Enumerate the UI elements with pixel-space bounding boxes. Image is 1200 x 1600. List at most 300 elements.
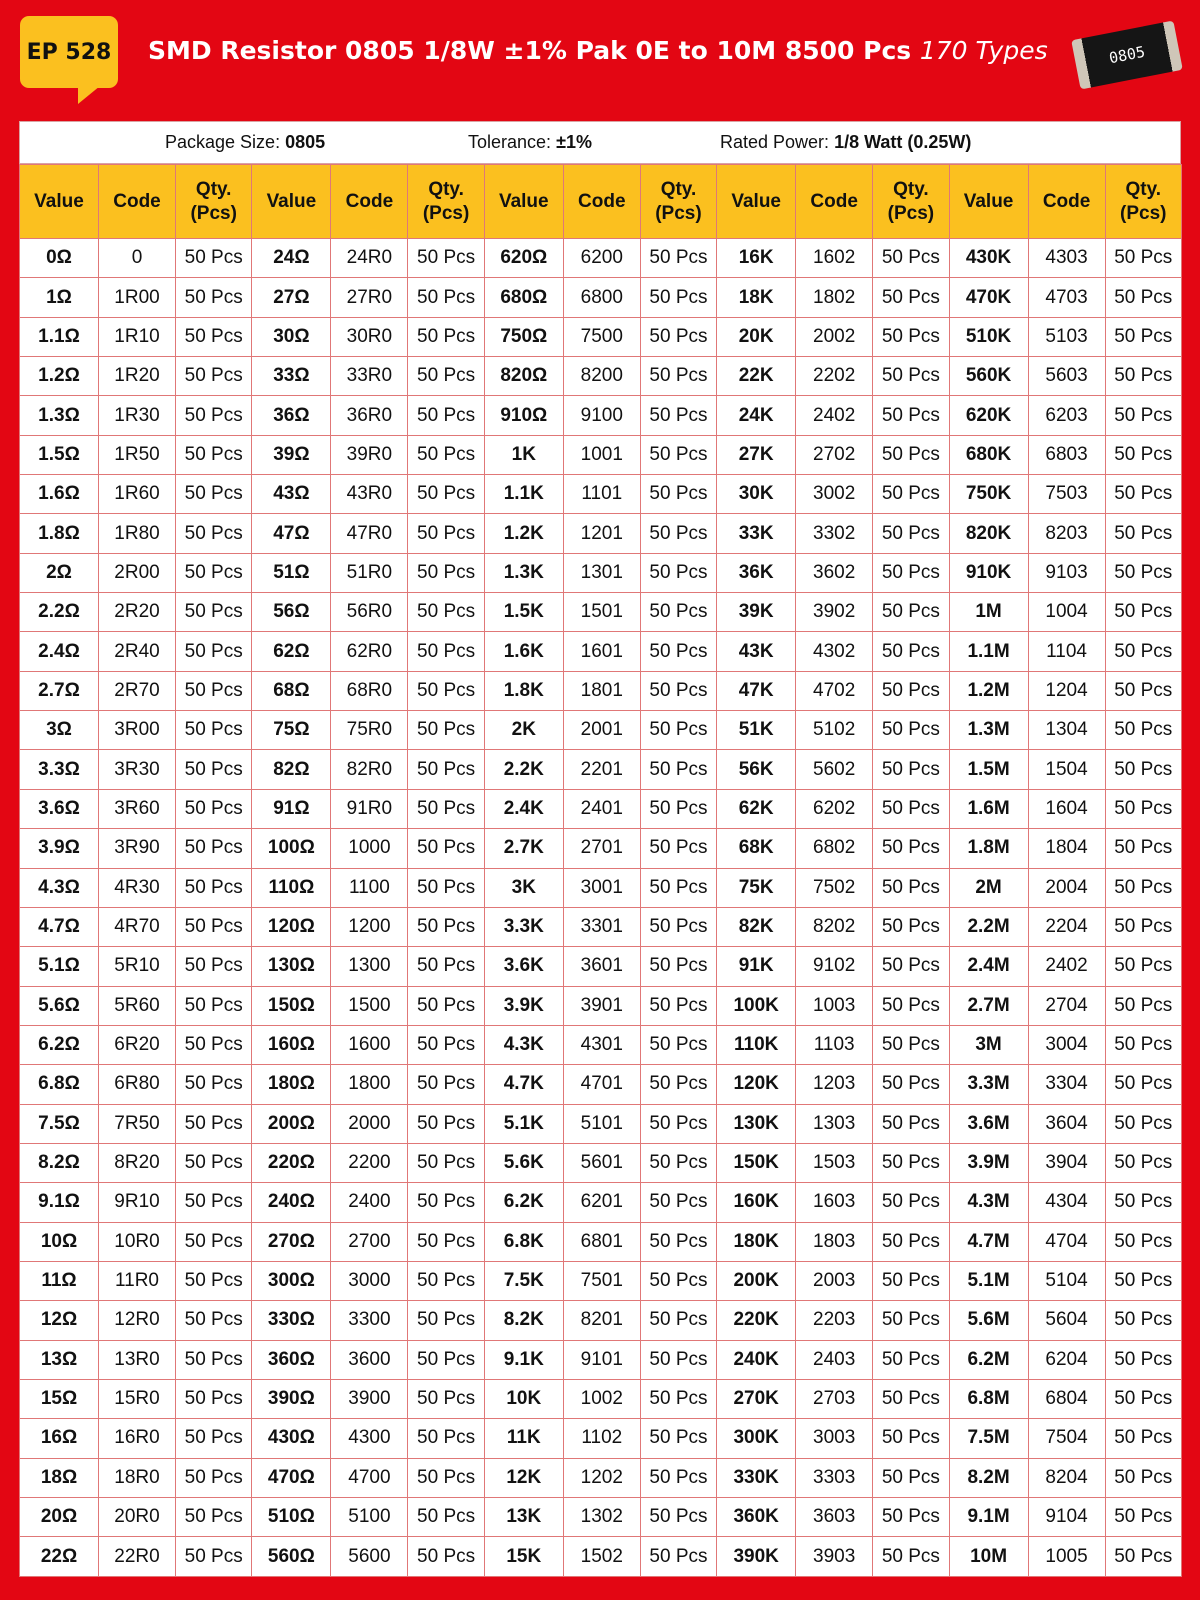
table-row	[20, 357, 1182, 396]
package-size-label: Package Size:	[165, 132, 286, 152]
qty-cell: 50 Pcs	[176, 632, 252, 671]
qty-cell: 50 Pcs	[408, 829, 484, 868]
qty-cell: 50 Pcs	[1105, 947, 1181, 986]
code-cell: 91R0	[331, 789, 408, 828]
code-cell: 7504	[1028, 1419, 1105, 1458]
code-cell: 1803	[796, 1222, 873, 1261]
code-cell: 7500	[563, 317, 640, 356]
value-cell: 9.1M	[949, 1498, 1028, 1537]
value-cell: 24Ω	[252, 239, 331, 278]
value-cell: 75K	[717, 868, 796, 907]
code-cell: 16R0	[99, 1419, 176, 1458]
code-cell: 68R0	[331, 671, 408, 710]
code-cell: 82R0	[331, 750, 408, 789]
code-cell: 12R0	[99, 1301, 176, 1340]
qty-cell: 50 Pcs	[176, 711, 252, 750]
qty-cell: 50 Pcs	[176, 553, 252, 592]
qty-cell: 50 Pcs	[1105, 396, 1181, 435]
table-row	[20, 1222, 1182, 1261]
code-cell: 6803	[1028, 435, 1105, 474]
code-cell: 1002	[563, 1379, 640, 1418]
value-cell: 6.8M	[949, 1379, 1028, 1418]
value-cell: 5.6K	[484, 1143, 563, 1182]
qty-cell: 50 Pcs	[176, 1498, 252, 1537]
qty-cell: 50 Pcs	[873, 1222, 949, 1261]
value-cell: 27K	[717, 435, 796, 474]
qty-cell: 50 Pcs	[1105, 1261, 1181, 1300]
code-cell: 6204	[1028, 1340, 1105, 1379]
qty-cell: 50 Pcs	[1105, 1222, 1181, 1261]
qty-cell: 50 Pcs	[640, 1498, 716, 1537]
code-cell: 7R50	[99, 1104, 176, 1143]
value-cell: 51Ω	[252, 553, 331, 592]
value-cell: 300Ω	[252, 1261, 331, 1300]
code-cell: 6804	[1028, 1379, 1105, 1418]
table-row	[20, 1261, 1182, 1300]
qty-cell: 50 Pcs	[640, 986, 716, 1025]
qty-cell: 50 Pcs	[1105, 514, 1181, 553]
qty-cell: 50 Pcs	[408, 750, 484, 789]
code-cell: 4301	[563, 1025, 640, 1064]
value-cell: 30Ω	[252, 317, 331, 356]
value-cell: 240Ω	[252, 1183, 331, 1222]
qty-cell: 50 Pcs	[640, 278, 716, 317]
code-cell: 1601	[563, 632, 640, 671]
code-cell: 4300	[331, 1419, 408, 1458]
qty-cell: 50 Pcs	[640, 947, 716, 986]
qty-cell: 50 Pcs	[640, 1065, 716, 1104]
value-cell: 82Ω	[252, 750, 331, 789]
code-cell: 3000	[331, 1261, 408, 1300]
qty-cell: 50 Pcs	[873, 1143, 949, 1182]
value-cell: 6.8Ω	[20, 1065, 99, 1104]
value-cell: 4.3M	[949, 1183, 1028, 1222]
table-row	[20, 947, 1182, 986]
value-cell: 6.2Ω	[20, 1025, 99, 1064]
value-cell: 33K	[717, 514, 796, 553]
value-cell: 15Ω	[20, 1379, 99, 1418]
value-cell: 39K	[717, 593, 796, 632]
value-cell: 43Ω	[252, 475, 331, 514]
value-cell: 20K	[717, 317, 796, 356]
table-row	[20, 632, 1182, 671]
value-cell: 8.2M	[949, 1458, 1028, 1497]
qty-cell: 50 Pcs	[873, 671, 949, 710]
value-cell: 27Ω	[252, 278, 331, 317]
code-cell: 43R0	[331, 475, 408, 514]
code-cell: 5600	[331, 1537, 408, 1576]
qty-cell: 50 Pcs	[176, 789, 252, 828]
value-cell: 330K	[717, 1458, 796, 1497]
value-cell: 6.8K	[484, 1222, 563, 1261]
code-cell: 8202	[796, 907, 873, 946]
column-header-qty: Qty. (Pcs)	[1105, 165, 1181, 239]
value-cell: 200Ω	[252, 1104, 331, 1143]
qty-cell: 50 Pcs	[1105, 907, 1181, 946]
code-cell: 1502	[563, 1537, 640, 1576]
code-cell: 1802	[796, 278, 873, 317]
qty-cell: 50 Pcs	[873, 1301, 949, 1340]
qty-cell: 50 Pcs	[873, 1498, 949, 1537]
qty-cell: 50 Pcs	[408, 1104, 484, 1143]
code-cell: 3600	[331, 1340, 408, 1379]
value-cell: 16K	[717, 239, 796, 278]
qty-cell: 50 Pcs	[640, 711, 716, 750]
qty-cell: 50 Pcs	[873, 593, 949, 632]
qty-cell: 50 Pcs	[176, 1537, 252, 1576]
qty-cell: 50 Pcs	[176, 239, 252, 278]
table-row	[20, 1379, 1182, 1418]
code-cell: 3602	[796, 553, 873, 592]
qty-cell: 50 Pcs	[408, 1379, 484, 1418]
value-cell: 3.9Ω	[20, 829, 99, 868]
qty-cell: 50 Pcs	[1105, 1537, 1181, 1576]
value-cell: 1.6K	[484, 632, 563, 671]
code-cell: 20R0	[99, 1498, 176, 1537]
value-cell: 6.2M	[949, 1340, 1028, 1379]
value-cell: 120K	[717, 1065, 796, 1104]
value-cell: 360Ω	[252, 1340, 331, 1379]
qty-cell: 50 Pcs	[640, 435, 716, 474]
qty-cell: 50 Pcs	[408, 1025, 484, 1064]
code-cell: 1600	[331, 1025, 408, 1064]
qty-cell: 50 Pcs	[176, 278, 252, 317]
code-cell: 8204	[1028, 1458, 1105, 1497]
qty-cell: 50 Pcs	[408, 1301, 484, 1340]
value-cell: 430Ω	[252, 1419, 331, 1458]
code-cell: 2204	[1028, 907, 1105, 946]
code-cell: 3004	[1028, 1025, 1105, 1064]
qty-cell: 50 Pcs	[408, 1537, 484, 1576]
code-cell: 3900	[331, 1379, 408, 1418]
value-cell: 5.1Ω	[20, 947, 99, 986]
qty-cell: 50 Pcs	[408, 868, 484, 907]
value-cell: 3.6K	[484, 947, 563, 986]
code-cell: 4701	[563, 1065, 640, 1104]
code-cell: 30R0	[331, 317, 408, 356]
code-cell: 1003	[796, 986, 873, 1025]
code-cell: 5101	[563, 1104, 640, 1143]
qty-cell: 50 Pcs	[408, 1183, 484, 1222]
value-cell: 1.5M	[949, 750, 1028, 789]
code-cell: 18R0	[99, 1458, 176, 1497]
code-cell: 56R0	[331, 593, 408, 632]
value-cell: 1.2M	[949, 671, 1028, 710]
code-cell: 62R0	[331, 632, 408, 671]
qty-cell: 50 Pcs	[1105, 1340, 1181, 1379]
rated-power-value: 1/8 Watt (0.25W)	[834, 132, 972, 152]
qty-cell: 50 Pcs	[873, 1261, 949, 1300]
value-cell: 7.5K	[484, 1261, 563, 1300]
value-cell: 36Ω	[252, 396, 331, 435]
code-cell: 1101	[563, 475, 640, 514]
value-cell: 1.2K	[484, 514, 563, 553]
code-cell: 1501	[563, 593, 640, 632]
qty-cell: 50 Pcs	[640, 1104, 716, 1143]
qty-cell: 50 Pcs	[408, 278, 484, 317]
value-cell: 130Ω	[252, 947, 331, 986]
column-header-code: Code	[99, 165, 176, 239]
table-row	[20, 907, 1182, 946]
qty-cell: 50 Pcs	[176, 1065, 252, 1104]
qty-cell: 50 Pcs	[1105, 829, 1181, 868]
code-cell: 1301	[563, 553, 640, 592]
value-cell: 6.2K	[484, 1183, 563, 1222]
qty-cell: 50 Pcs	[1105, 435, 1181, 474]
value-cell: 68K	[717, 829, 796, 868]
qty-cell: 50 Pcs	[176, 1183, 252, 1222]
qty-cell: 50 Pcs	[408, 514, 484, 553]
value-cell: 4.7K	[484, 1065, 563, 1104]
code-cell: 1500	[331, 986, 408, 1025]
qty-cell: 50 Pcs	[873, 750, 949, 789]
code-cell: 3R30	[99, 750, 176, 789]
qty-cell: 50 Pcs	[408, 632, 484, 671]
qty-cell: 50 Pcs	[1105, 1379, 1181, 1418]
table-row	[20, 789, 1182, 828]
qty-cell: 50 Pcs	[408, 1498, 484, 1537]
code-cell: 3304	[1028, 1065, 1105, 1104]
code-cell: 8201	[563, 1301, 640, 1340]
qty-cell: 50 Pcs	[408, 1261, 484, 1300]
qty-cell: 50 Pcs	[1105, 1065, 1181, 1104]
value-cell: 1.6M	[949, 789, 1028, 828]
qty-cell: 50 Pcs	[176, 947, 252, 986]
code-cell: 2703	[796, 1379, 873, 1418]
qty-cell: 50 Pcs	[873, 239, 949, 278]
code-cell: 3003	[796, 1419, 873, 1458]
code-cell: 5102	[796, 711, 873, 750]
value-cell: 510Ω	[252, 1498, 331, 1537]
qty-cell: 50 Pcs	[176, 1104, 252, 1143]
table-row	[20, 829, 1182, 868]
qty-cell: 50 Pcs	[640, 1261, 716, 1300]
qty-cell: 50 Pcs	[408, 1222, 484, 1261]
code-cell: 1R80	[99, 514, 176, 553]
qty-cell: 50 Pcs	[1105, 357, 1181, 396]
qty-cell: 50 Pcs	[640, 1379, 716, 1418]
code-cell: 27R0	[331, 278, 408, 317]
qty-cell: 50 Pcs	[1105, 1025, 1181, 1064]
qty-cell: 50 Pcs	[408, 475, 484, 514]
value-cell: 820Ω	[484, 357, 563, 396]
info-bar	[19, 121, 1181, 164]
table-row	[20, 1183, 1182, 1222]
value-cell: 4.3Ω	[20, 868, 99, 907]
value-cell: 2.2M	[949, 907, 1028, 946]
qty-cell: 50 Pcs	[873, 278, 949, 317]
code-cell: 1100	[331, 868, 408, 907]
value-cell: 200K	[717, 1261, 796, 1300]
value-cell: 20Ω	[20, 1498, 99, 1537]
value-cell: 1.5Ω	[20, 435, 99, 474]
qty-cell: 50 Pcs	[873, 475, 949, 514]
package-size-info	[165, 132, 325, 153]
code-cell: 2001	[563, 711, 640, 750]
qty-cell: 50 Pcs	[873, 868, 949, 907]
code-cell: 1504	[1028, 750, 1105, 789]
value-cell: 10K	[484, 1379, 563, 1418]
qty-cell: 50 Pcs	[640, 1537, 716, 1576]
value-cell: 1K	[484, 435, 563, 474]
code-cell: 2402	[1028, 947, 1105, 986]
value-cell: 220Ω	[252, 1143, 331, 1182]
value-cell: 5.6M	[949, 1301, 1028, 1340]
code-cell: 1R50	[99, 435, 176, 474]
table-row	[20, 396, 1182, 435]
qty-cell: 50 Pcs	[408, 553, 484, 592]
qty-cell: 50 Pcs	[873, 789, 949, 828]
value-cell: 680Ω	[484, 278, 563, 317]
value-cell: 36K	[717, 553, 796, 592]
code-cell: 1R20	[99, 357, 176, 396]
value-cell: 2Ω	[20, 553, 99, 592]
code-cell: 2R20	[99, 593, 176, 632]
qty-cell: 50 Pcs	[873, 1104, 949, 1143]
code-cell: 3901	[563, 986, 640, 1025]
code-cell: 1804	[1028, 829, 1105, 868]
qty-cell: 50 Pcs	[176, 1340, 252, 1379]
value-cell: 16Ω	[20, 1419, 99, 1458]
value-cell: 1.1M	[949, 632, 1028, 671]
qty-cell: 50 Pcs	[640, 396, 716, 435]
title-types: 170 Types	[919, 36, 1048, 65]
code-cell: 9103	[1028, 553, 1105, 592]
value-cell: 270K	[717, 1379, 796, 1418]
qty-cell: 50 Pcs	[1105, 1104, 1181, 1143]
value-cell: 820K	[949, 514, 1028, 553]
code-cell: 3903	[796, 1537, 873, 1576]
qty-cell: 50 Pcs	[640, 475, 716, 514]
value-cell: 110Ω	[252, 868, 331, 907]
value-cell: 2.2Ω	[20, 593, 99, 632]
qty-cell: 50 Pcs	[176, 396, 252, 435]
code-cell: 1R60	[99, 475, 176, 514]
qty-cell: 50 Pcs	[640, 789, 716, 828]
code-cell: 3604	[1028, 1104, 1105, 1143]
qty-cell: 50 Pcs	[873, 1458, 949, 1497]
qty-cell: 50 Pcs	[176, 1379, 252, 1418]
code-cell: 6203	[1028, 396, 1105, 435]
qty-cell: 50 Pcs	[873, 711, 949, 750]
value-cell: 4.7M	[949, 1222, 1028, 1261]
qty-cell: 50 Pcs	[1105, 1419, 1181, 1458]
code-cell: 6801	[563, 1222, 640, 1261]
table-row	[20, 711, 1182, 750]
value-cell: 3K	[484, 868, 563, 907]
code-cell: 1R10	[99, 317, 176, 356]
qty-cell: 50 Pcs	[873, 435, 949, 474]
qty-cell: 50 Pcs	[176, 1419, 252, 1458]
qty-cell: 50 Pcs	[1105, 1458, 1181, 1497]
table-row	[20, 278, 1182, 317]
code-cell: 7501	[563, 1261, 640, 1300]
code-cell: 9102	[796, 947, 873, 986]
qty-cell: 50 Pcs	[176, 593, 252, 632]
code-cell: 8200	[563, 357, 640, 396]
value-cell: 33Ω	[252, 357, 331, 396]
qty-cell: 50 Pcs	[640, 829, 716, 868]
value-cell: 2.4M	[949, 947, 1028, 986]
code-cell: 6R20	[99, 1025, 176, 1064]
value-cell: 1M	[949, 593, 1028, 632]
code-cell: 4302	[796, 632, 873, 671]
value-cell: 7.5Ω	[20, 1104, 99, 1143]
code-cell: 24R0	[331, 239, 408, 278]
column-header-qty: Qty. (Pcs)	[408, 165, 484, 239]
column-header-value: Value	[252, 165, 331, 239]
code-cell: 1303	[796, 1104, 873, 1143]
table-row	[20, 1419, 1182, 1458]
table-row	[20, 435, 1182, 474]
code-cell: 0	[99, 239, 176, 278]
qty-cell: 50 Pcs	[1105, 239, 1181, 278]
qty-cell: 50 Pcs	[1105, 1498, 1181, 1537]
qty-cell: 50 Pcs	[408, 593, 484, 632]
qty-cell: 50 Pcs	[640, 357, 716, 396]
qty-cell: 50 Pcs	[640, 514, 716, 553]
qty-cell: 50 Pcs	[873, 947, 949, 986]
code-cell: 1200	[331, 907, 408, 946]
value-cell: 12Ω	[20, 1301, 99, 1340]
qty-cell: 50 Pcs	[1105, 1301, 1181, 1340]
qty-cell: 50 Pcs	[176, 1222, 252, 1261]
code-cell: 2702	[796, 435, 873, 474]
qty-cell: 50 Pcs	[176, 357, 252, 396]
code-cell: 1000	[331, 829, 408, 868]
column-header-qty: Qty. (Pcs)	[640, 165, 716, 239]
column-header-qty: Qty. (Pcs)	[873, 165, 949, 239]
value-cell: 15K	[484, 1537, 563, 1576]
qty-cell: 50 Pcs	[873, 986, 949, 1025]
value-cell: 3.6Ω	[20, 789, 99, 828]
value-cell: 47K	[717, 671, 796, 710]
value-cell: 750K	[949, 475, 1028, 514]
code-cell: 2R70	[99, 671, 176, 710]
column-header-value: Value	[484, 165, 563, 239]
code-cell: 1102	[563, 1419, 640, 1458]
value-cell: 9.1Ω	[20, 1183, 99, 1222]
code-cell: 6R80	[99, 1065, 176, 1104]
table-row	[20, 1065, 1182, 1104]
table-row	[20, 475, 1182, 514]
qty-cell: 50 Pcs	[873, 317, 949, 356]
value-cell: 91K	[717, 947, 796, 986]
qty-cell: 50 Pcs	[640, 317, 716, 356]
qty-cell: 50 Pcs	[640, 907, 716, 946]
qty-cell: 50 Pcs	[408, 671, 484, 710]
code-cell: 4304	[1028, 1183, 1105, 1222]
value-cell: 56K	[717, 750, 796, 789]
table-row	[20, 1104, 1182, 1143]
value-cell: 1.8Ω	[20, 514, 99, 553]
code-cell: 33R0	[331, 357, 408, 396]
qty-cell: 50 Pcs	[408, 435, 484, 474]
code-cell: 10R0	[99, 1222, 176, 1261]
qty-cell: 50 Pcs	[640, 1301, 716, 1340]
value-cell: 430K	[949, 239, 1028, 278]
qty-cell: 50 Pcs	[1105, 475, 1181, 514]
value-cell: 3Ω	[20, 711, 99, 750]
value-cell: 3.9K	[484, 986, 563, 1025]
value-cell: 1.3Ω	[20, 396, 99, 435]
qty-cell: 50 Pcs	[640, 239, 716, 278]
value-cell: 270Ω	[252, 1222, 331, 1261]
resistor-table	[19, 164, 1182, 1577]
qty-cell: 50 Pcs	[176, 829, 252, 868]
table-row	[20, 750, 1182, 789]
qty-cell: 50 Pcs	[873, 1379, 949, 1418]
